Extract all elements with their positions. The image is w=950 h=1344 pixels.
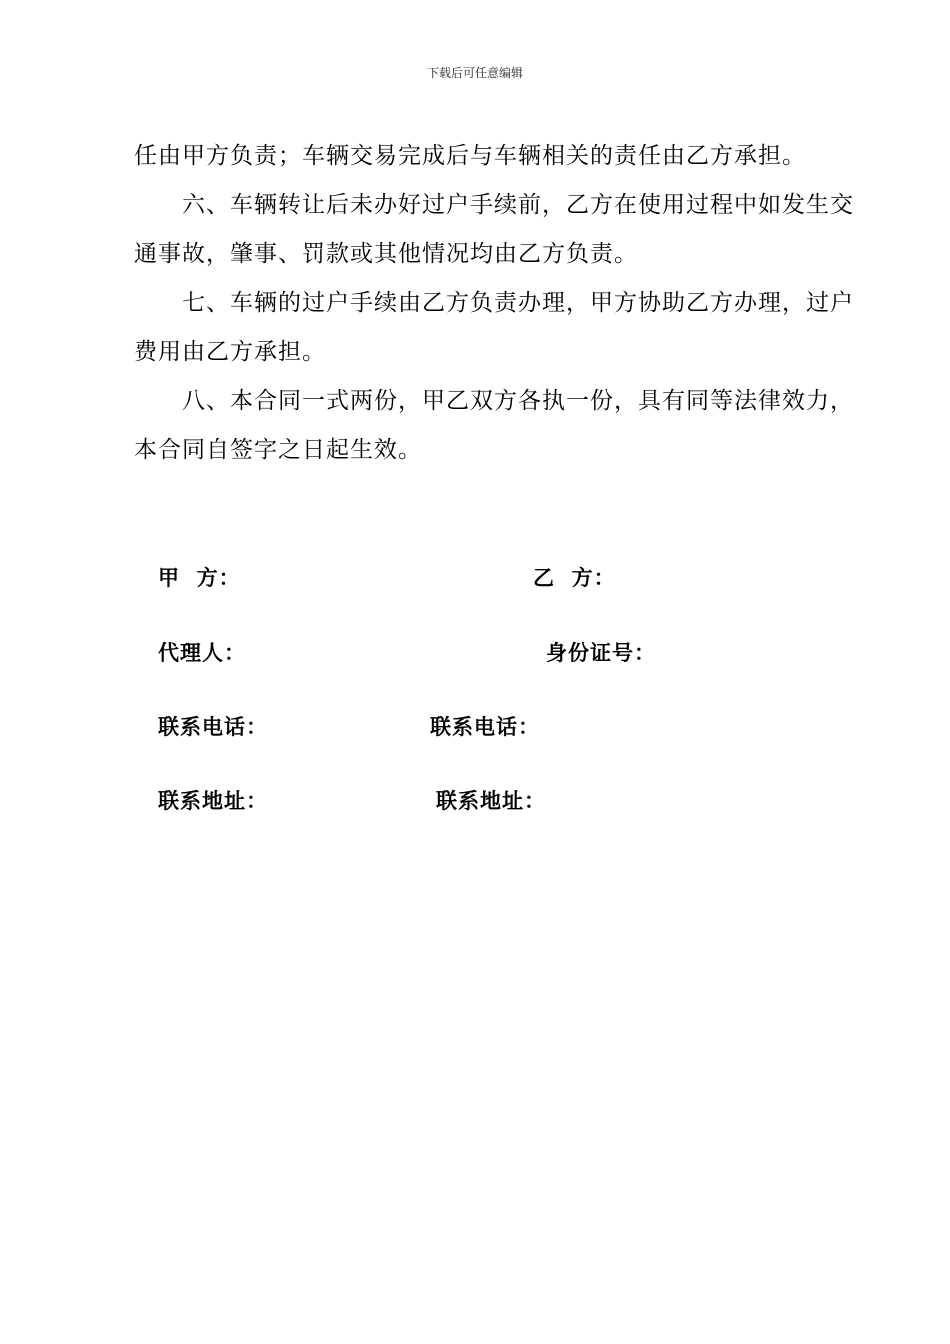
contract-clause-7: 七、车辆的过户手续由乙方负责办理，甲方协助乙方办理，过户费用由乙方承担。 bbox=[134, 290, 854, 365]
party-a-phone-label: 联系电话： bbox=[158, 715, 268, 739]
page-header-note: 下载后可任意编辑 bbox=[426, 66, 523, 80]
contract-body bbox=[134, 132, 862, 475]
party-b-phone-label: 联系电话： bbox=[430, 715, 540, 739]
party-b-address-label: 联系地址： bbox=[436, 789, 546, 813]
party-b-label: 乙 方： bbox=[533, 566, 616, 590]
agent-label: 代理人： bbox=[158, 641, 246, 665]
contract-paragraph-continuation: 任由甲方负责；车辆交易完成后与车辆相关的责任由乙方承担。 bbox=[134, 143, 806, 169]
contract-clause-8: 八、本合同一式两份，甲乙双方各执一份，具有同等法律效力，本合同自签字之日起生效。 bbox=[134, 388, 854, 463]
id-number-label: 身份证号： bbox=[546, 641, 656, 665]
contract-clause-6: 六、车辆转让后未办好过户手续前，乙方在使用过程中如发生交通事故，肇事、罚款或其他情况均由乙方负责。 bbox=[134, 192, 854, 267]
party-a-address-label: 联系地址： bbox=[158, 789, 268, 813]
party-a-label: 甲 方： bbox=[158, 566, 241, 590]
